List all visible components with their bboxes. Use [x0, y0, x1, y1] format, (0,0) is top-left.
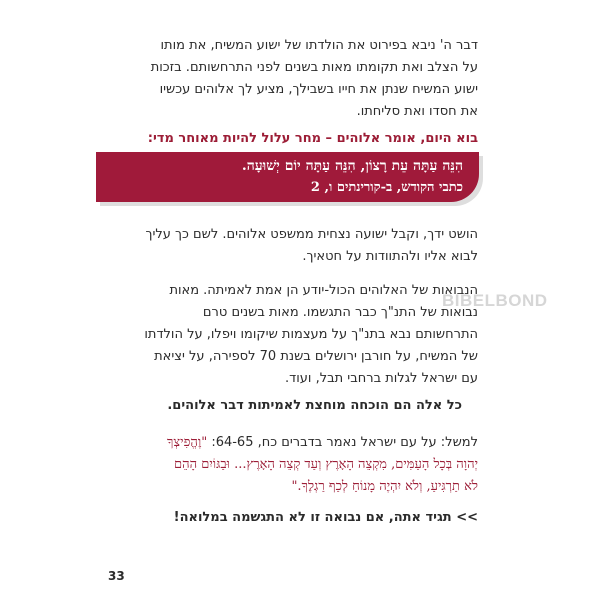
text-line: על הצלב ואת תקומתו מאות בשנים לפני התרחשותם. בזכות — [150, 60, 478, 75]
banner-verse: הִנֵּה עַתָּה עֵת רָצוֹן, הִנֵּה עַתָּה יוֹם יְשׁוּעָה. — [241, 158, 463, 174]
watermark-logo: BIBELBOND — [442, 291, 548, 310]
text-line: נבואות של התנ"ך כבר התגשמו. מאות בשנים טרם — [202, 305, 478, 320]
red-heading: בוא היום, אומר אלוהים – מחר עלול להיות מאוחר מדי: — [147, 131, 478, 146]
text-line: של המשיח, על חורבן ירושלים בשנת 70 לספירה, על יציאת — [154, 349, 478, 364]
paragraph-messiah-prophecy — [100, 35, 478, 123]
example-intro: למשל: על עם ישראל נאמר בדברים כח, 64-65: — [207, 435, 478, 450]
bold-statement: כל אלה הם הוכחה מוחצת לאמיתות דבר אלוהים. — [167, 398, 462, 413]
text-line: לבוא אליו ולהתוודות על חטאיך. — [302, 249, 478, 264]
quote-start: "וֶהֱפִיצְךָ — [166, 435, 208, 450]
text-line: התרחשותם נבא בתנ"ך על מעצמות שיקומו ויפלו, על הולדתו — [144, 327, 478, 342]
scripture-quote-banner — [96, 152, 479, 202]
quote-line: לֹא תַרְגִּיעַ, וְלֹא יִהְיֶה מָנוֹחַ לְכַף רַגְלֶךָ." — [291, 479, 478, 494]
text-line: ישוע המשיח שנתן את חייו בשבילך, מציע לך אלוהים עכשיו — [159, 82, 478, 97]
text-line: את חסדו ואת סליחתו. — [356, 104, 478, 119]
text-line: הושט ידך, וקבל ישועה נצחית ממשפט אלוהים. לשם כך עליך — [145, 227, 478, 242]
text-line: הנבואות של האלוהים הכול-יודע הן אמת לאמיתה. מאות — [169, 283, 478, 298]
paragraph-prophecies — [100, 280, 478, 390]
quote-line: יְהוָה בְּכָל הָעַמִּים, מִקְצֵה הָאָרֶץ וְעַד קְצֵה הָאָרֶץ... וּבַגּוֹיִם הָהֵם — [174, 457, 478, 472]
paragraph-salvation — [100, 224, 478, 268]
text-line: דבר ה' ניבא בפירוט את הולדתו של ישוע המשיח, את מותו — [160, 38, 478, 53]
banner-reference: כתבי הקודש, ב-קורינתים ו, 2 — [310, 180, 463, 195]
text-line: עם ישראל לגלות ברחבי תבל, ועוד. — [285, 371, 478, 386]
closing-statement: >> תגיד אתה, אם נבואה זו לא התגשמה במלואה! — [173, 510, 478, 525]
example-intro-line — [100, 432, 478, 454]
paragraph-example — [100, 432, 478, 498]
page-number: 33 — [108, 569, 125, 583]
